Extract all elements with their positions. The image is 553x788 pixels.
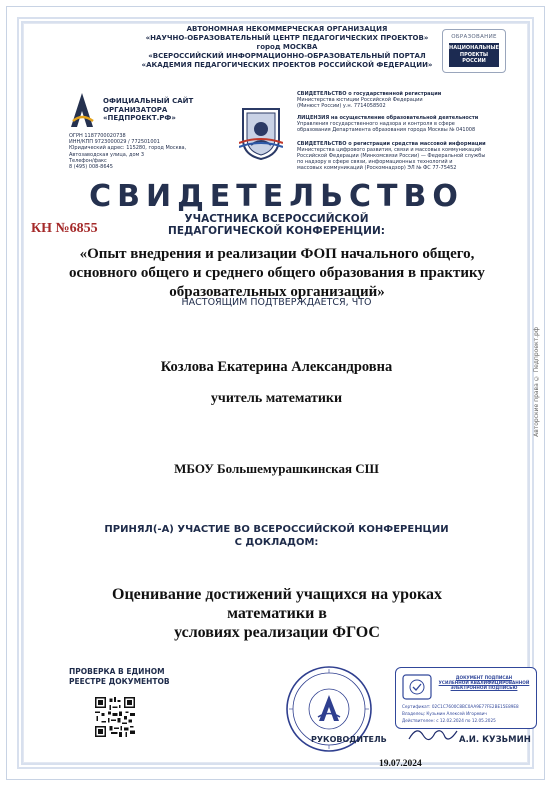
- requisite-line: Телефон/факс: [69, 157, 107, 164]
- header-line: «НАУЧНО-ОБРАЗОВАТЕЛЬНЫЙ ЦЕНТР ПЕДАГОГИЧЕСКИХ ПРОЕКТОВ»: [145, 34, 429, 42]
- electronic-signature-box: [395, 667, 537, 729]
- ecp-heading-line: УСИЛЕННОЙ КВАЛИФИЦИРОВАННОЙ: [438, 680, 530, 686]
- license-line: массовых коммуникаций (Роскомнадзор) ЭЛ № ФС 77-75452: [297, 165, 457, 171]
- signature-seal-icon: [402, 674, 432, 700]
- header-line: АВТОНОМНАЯ НЕКОММЕРЧЕСКАЯ ОРГАНИЗАЦИЯ: [186, 25, 388, 33]
- conference-topic: [67, 245, 487, 302]
- participation-line: ПРИНЯЛ(-А) УЧАСТИЕ ВО ВСЕРОССИЙСКОЙ КОНФЕРЕНЦИИ: [104, 524, 449, 535]
- license-line: ЛИЦЕНЗИЯ на осуществление образовательной деятельности: [297, 115, 479, 121]
- certificate-number: КН №6855: [31, 221, 98, 236]
- signature-icon: [407, 723, 459, 745]
- check-line: ПРОВЕРКА В ЕДИНОМ: [69, 667, 165, 676]
- participant-position: учитель математики: [210, 391, 343, 406]
- site-line: «ПЕДПРОЕКТ.РФ»: [103, 114, 176, 122]
- header-line: «ВСЕРОССИЙСКИЙ ИНФОРМАЦИОННО-ОБРАЗОВАТЕЛЬНЫЙ ПОРТАЛ: [148, 52, 426, 60]
- certificate-title: СВИДЕТЕЛЬСТВО: [89, 179, 464, 214]
- header-line: город МОСКВА: [256, 43, 318, 51]
- subtitle-line: ПЕДАГОГИЧЕСКОЙ КОНФЕРЕНЦИИ:: [168, 225, 385, 237]
- license-line: образования Департамента образования города Москвы № 041008: [297, 127, 476, 133]
- ecp-owner: Владелец: Кузьмин Алексей Игоревич: [402, 711, 487, 716]
- signer-name: А.И. КУЗЬМИН: [459, 735, 531, 745]
- license-line: СВИДЕТЕЛЬСТВО о государственной регистрации: [297, 91, 442, 97]
- requisite-line: ИНН/КПП 9723000029 / 772501001: [69, 139, 160, 146]
- issue-date: 19.07.2024: [379, 759, 422, 769]
- badge-line: ПРОЕКТЫ: [459, 51, 489, 58]
- head-label: РУКОВОДИТЕЛЬ: [311, 735, 387, 744]
- site-line: ОФИЦИАЛЬНЫЙ САЙТ: [103, 97, 194, 105]
- license-line: (Минюст России) у.н. 7714058502: [297, 103, 386, 109]
- license-line: Министерства цифрового развития, связи и массовых коммуникаций: [297, 147, 482, 153]
- license-line: Российской Федерации (Минкомсвязи России) — Федеральной службы: [297, 153, 486, 159]
- report-line: Оценивание достижений учащихся на уроках математики в: [112, 586, 442, 622]
- issuer-header: [97, 25, 477, 70]
- ecp-heading-line: ЭЛЕКТРОННОЙ ПОДПИСЬЮ: [450, 685, 518, 691]
- license-line: Министерства юстиции Российской Федерации: [297, 97, 423, 103]
- requisite-line: 8 (495) 008-8645: [69, 164, 113, 171]
- badge-top-label: ОБРАЗОВАНИЕ: [451, 34, 497, 40]
- ecp-heading-line: ДОКУМЕНТ ПОДПИСАН: [455, 675, 513, 680]
- registry-check-label: [69, 667, 170, 687]
- badge-line: НАЦИОНАЛЬНЫЕ: [449, 45, 499, 51]
- badge-dark-block: [449, 43, 499, 67]
- ecp-certificate: Сертификат: 02C1C7600C8BC0AA9E77FE2BE15E89E8: [402, 704, 519, 709]
- topic-line: «Опыт внедрения и реализации ФОП начального общего,: [79, 246, 475, 262]
- national-projects-badge: [442, 29, 506, 73]
- license-line: Управления государственного надзора и контроля в сфере: [297, 121, 455, 127]
- license-line: по надзору в сфере связи, информационных технологий и: [297, 159, 453, 165]
- requisite-line: ОГРН 1187700020738: [69, 133, 126, 139]
- topic-line: образовательных организаций»: [169, 284, 385, 300]
- education-license-text: [297, 115, 517, 133]
- moscow-crest-icon: [239, 105, 283, 161]
- ecp-heading: [436, 675, 532, 691]
- requisites-block: [69, 133, 187, 170]
- header-line: «АКАДЕМИЯ ПЕДАГОГИЧЕСКИХ ПРОЕКТОВ РОССИЙСКОЙ ФЕДЕРАЦИИ»: [141, 61, 433, 69]
- report-title: [67, 585, 487, 642]
- copyright-side-note: Авторские права © Педпроект.рф: [533, 327, 540, 437]
- site-line: ОРГАНИЗАТОРА: [103, 105, 168, 114]
- badge-line: РОССИИ: [462, 58, 486, 64]
- requisite-line: Автозаводская улица, дом 3: [69, 151, 145, 158]
- participant-organization: МБОУ Большемурашкинская СШ: [174, 461, 379, 476]
- report-line: условиях реализации ФГОС: [174, 624, 380, 641]
- official-site-block: [103, 97, 193, 123]
- media-registration-text: [297, 141, 517, 171]
- participant-name: Козлова Екатерина Александровна: [160, 359, 393, 375]
- qr-code-icon[interactable]: [95, 697, 135, 737]
- registration-certificate-text: [297, 91, 517, 109]
- pedproekt-logo-icon: [69, 91, 95, 131]
- license-line: СВИДЕТЕЛЬСТВО о регистрации средства массовой информации: [297, 141, 486, 147]
- requisite-line: Юридический адрес: 115280, город Москва,: [69, 145, 187, 152]
- ecp-validity: Действителен: с 12.02.2024 по 12.05.2025: [402, 718, 496, 723]
- confirm-text: НАСТОЯЩИМ ПОДТВЕРЖДАЕТСЯ, ЧТО: [181, 297, 372, 308]
- topic-line: основного общего и среднего общего образования в практику: [69, 265, 485, 281]
- participation-line: С ДОКЛАДОМ:: [234, 537, 319, 548]
- subtitle-line: УЧАСТНИКА ВСЕРОССИЙСКОЙ: [184, 213, 369, 225]
- certificate-page: [6, 6, 545, 780]
- check-line: РЕЕСТРЕ ДОКУМЕНТОВ: [69, 677, 170, 686]
- participation-text: [7, 523, 545, 549]
